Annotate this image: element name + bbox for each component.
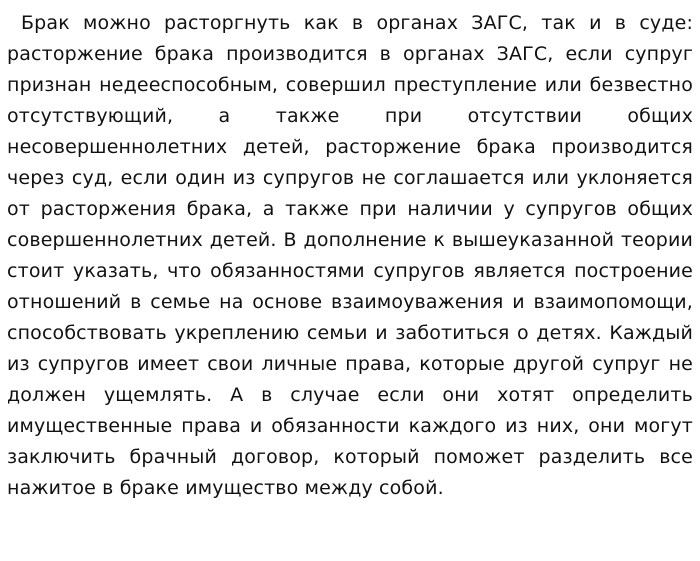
body-paragraph: Брак можно расторгнуть как в органах ЗАГС, так и в суде: расторжение брака производится в органах ЗАГС, если супруг признан недееспособным, совершил преступление или безвестно отсутствующий, а также при отсутствии общих несовершеннолетних детей, расторжение брака производится через суд, если один из супругов не соглашается или уклоняется от расторжения брака, а также при наличии у супругов общих совершеннолетних детей. В дополнение к вышеуказанной теории стоит указать, что обязанностями супругов является построение отношений в семье на основе взаимоуважения и взаимопомощи, способствовать укреплению семьи и заботиться о детях. Каждый из супругов имеет свои личные права, которые другой супруг не должен ущемлять. А в случае если они хотят определить имущественные права и обязанности каждого из них, они могут заключить брачный договор, который поможет разделить все нажитое в браке имущество между собой. [7, 12, 693, 499]
